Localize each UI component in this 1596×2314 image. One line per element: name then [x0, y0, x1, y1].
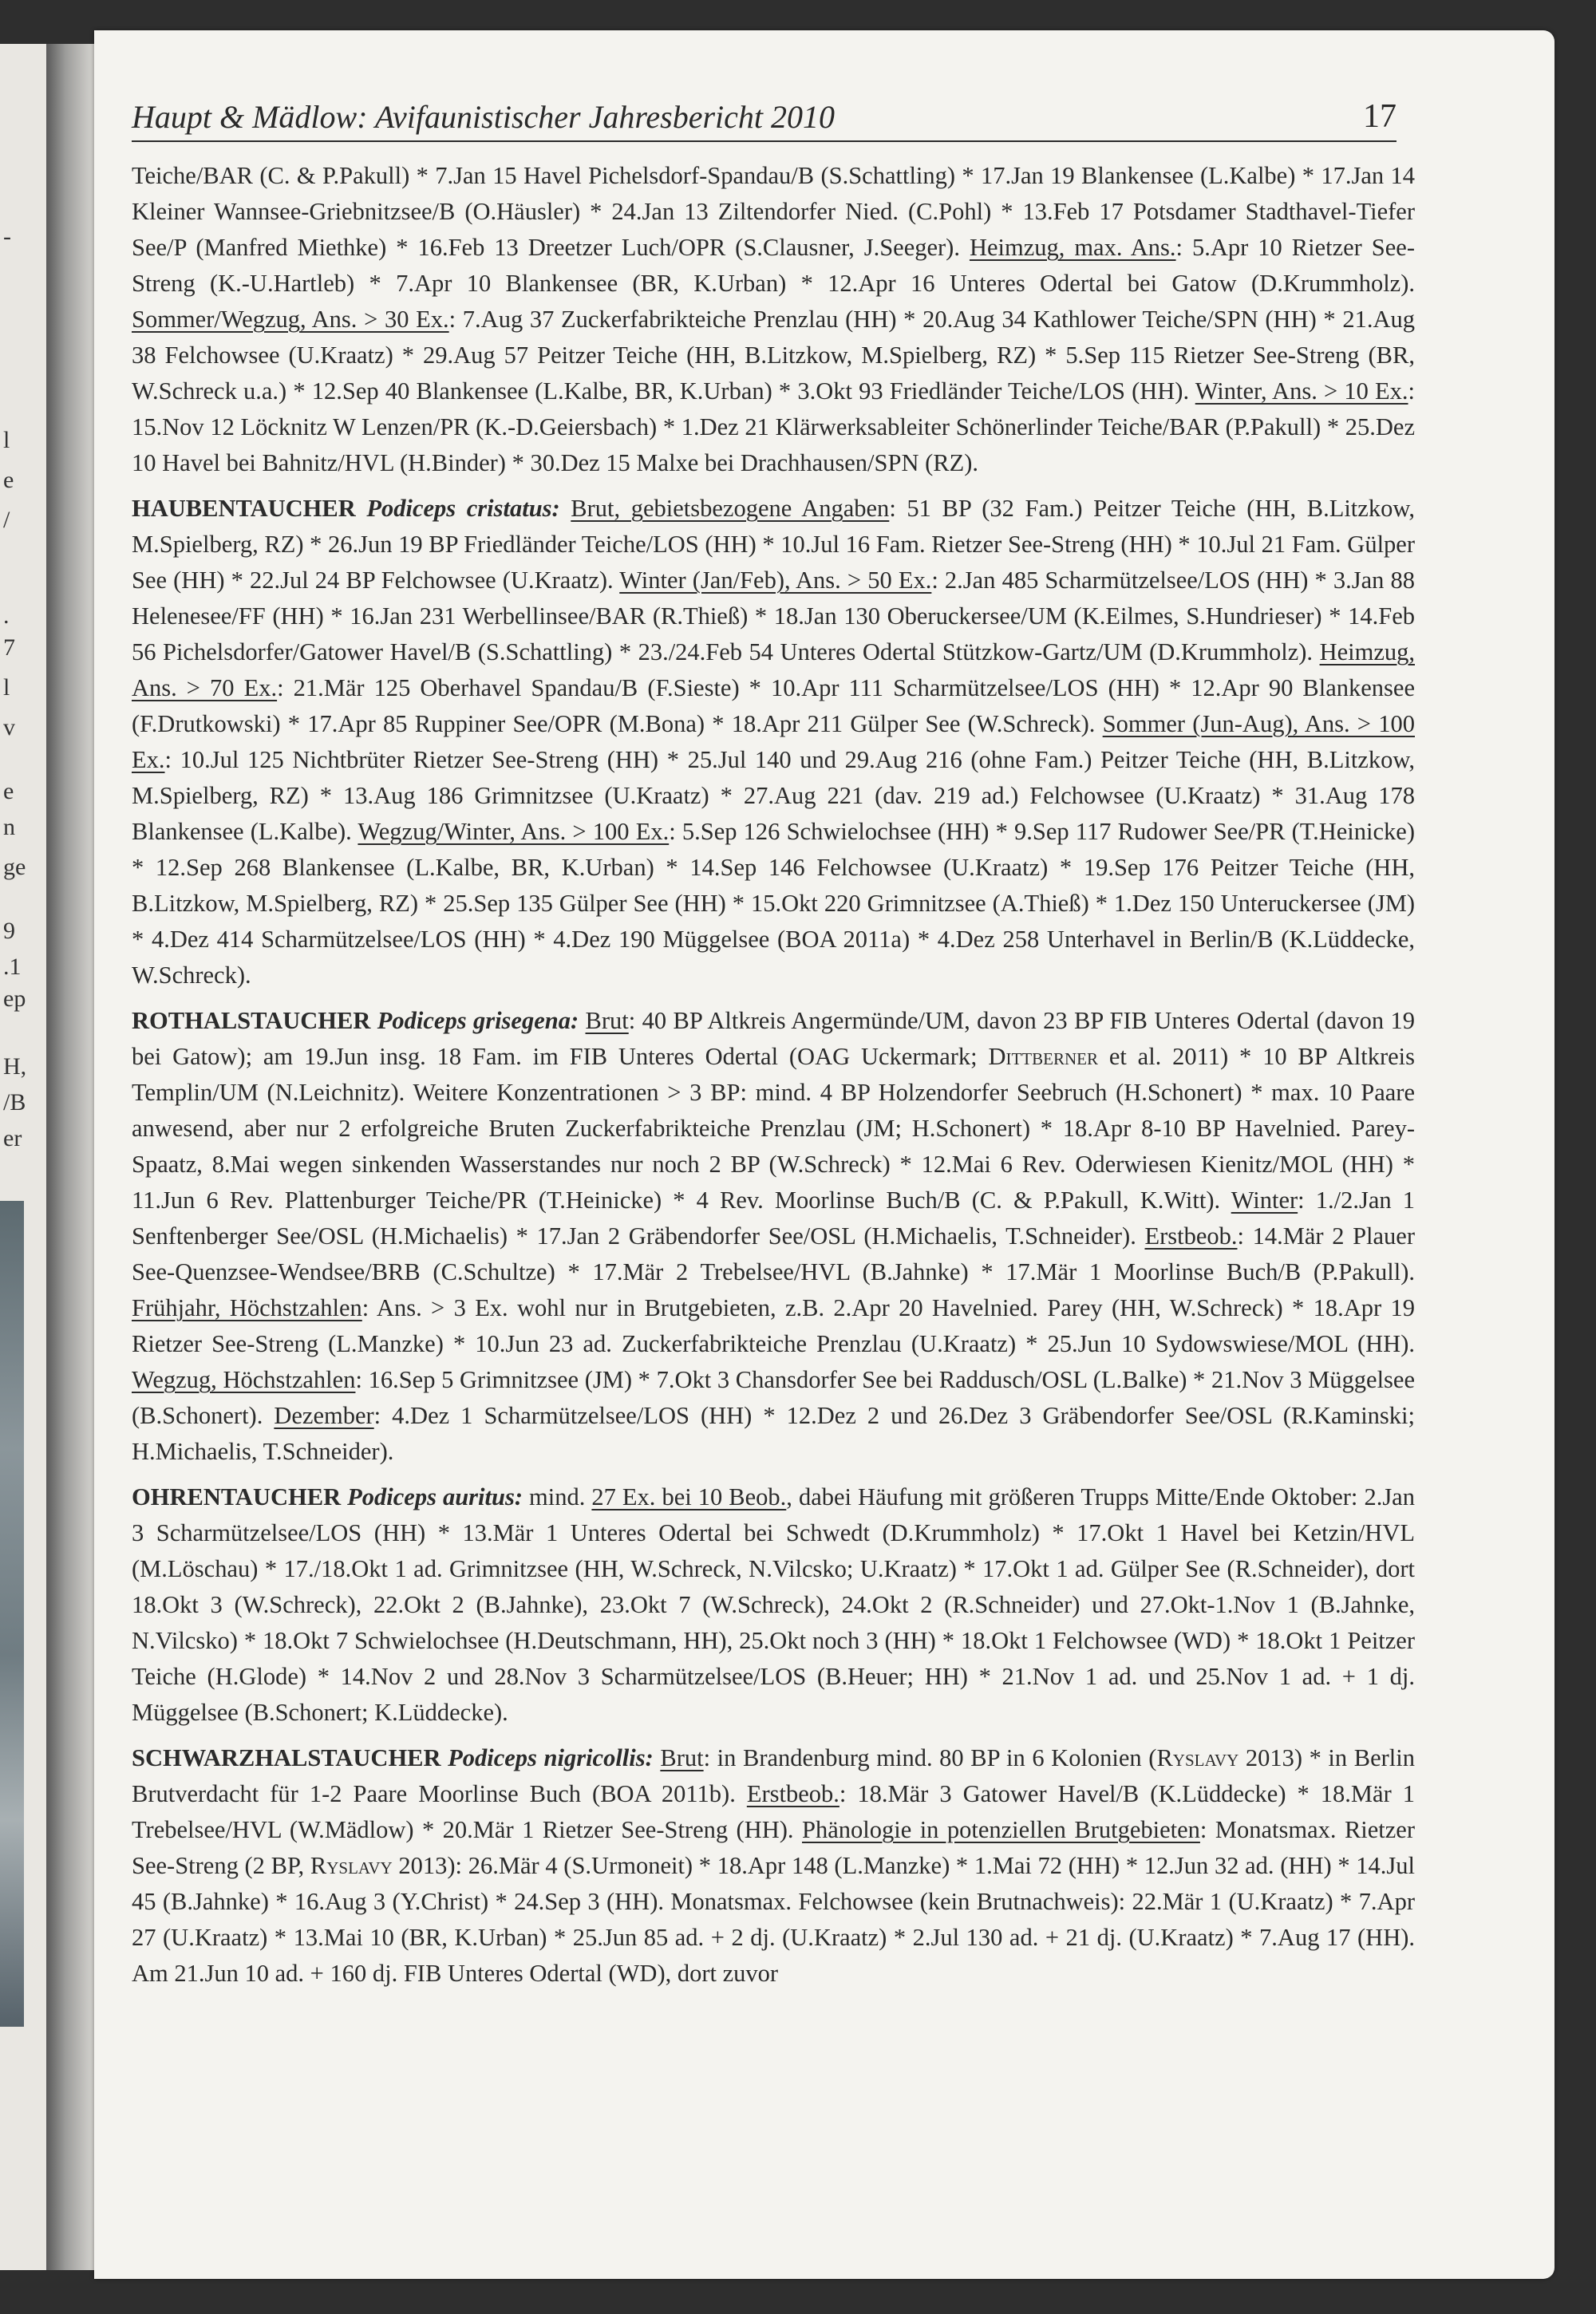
left-page-fragment: l — [3, 427, 10, 453]
scientific-name: Podiceps nigricollis: — [448, 1744, 654, 1771]
left-page-fragment: l — [3, 674, 10, 701]
text-run: : 40 BP Altkreis Angermünde/UM, davon 23 BP FIB Unteres Odertal (davon 19 bei Gatow); am 19.Jun insg. 18 Fam. im FIB Unteres Odertal (OAG Uckermark; — [132, 1007, 1415, 1070]
text-run: 2013): 26.Mär 4 (S.Urmoneit) * 18.Apr 148 (L.Manzke) * 1.Mai 72 (HH) * 12.Jun 32 ad. (HH) * 14.Jul 45 (B.Jahnke) * 16.Aug 3 (Y.Christ) * 24.Sep 3 (HH). Monatsmax. Felchowsee (kein Brutnachweis): 22.Mär 1 (U.Kraatz) * 7.Apr 27 (U.Kraatz) * 13.Mai 10 (BR, K.Urban) * 25.Jun 85 ad. + 2 dj. (U.Kraatz) * 2.Jul 130 ad. + 21 dj. (U.Kraatz) * 7.Aug 17 (HH). Am 21.Jun 10 ad. + 160 dj. FIB Unteres Odertal (WD), dort zuvor — [132, 1852, 1415, 1987]
page-header — [132, 88, 1396, 142]
section-label: Phänologie in potenziellen Brutgebieten — [802, 1816, 1200, 1843]
section-label: Sommer (Jun-Aug), Ans. > 100 Ex. — [132, 710, 1415, 773]
text-run: : 16.Sep 5 Grimnitzsee (JM) * 7.Okt 3 Chansdorfer See bei Raddusch/OSL (L.Balke) * 21.Nov 3 Müggelsee (B.Schonert). — [132, 1366, 1416, 1429]
text-run: : 10.Jul 125 Nichtbrüter Rietzer See-Streng (HH) * 25.Jul 140 und 29.Aug 216 (ohne Fam.) Peitzer Teiche (HH, B.Litzkow, M.Spielberg, RZ) * 13.Aug 186 Grimnitzsee (U.Kraatz) * 27.Aug 221 (dav. 219 ad.) Felchowsee (U.Kraatz) * 31.Aug 178 Blankensee (L.Kalbe). — [132, 746, 1415, 845]
scientific-name: Podiceps grisegena: — [377, 1007, 579, 1034]
species-name: ROTHALSTAUCHER — [132, 1007, 377, 1034]
left-page-fragment: . — [3, 602, 10, 629]
text-run: : 51 BP (32 Fam.) Peitzer Teiche (HH, B.Litzkow, M.Spielberg, RZ) * 26.Jun 19 BP Friedländer Teiche/LOS (HH) * 10.Jul 16 Fam. Rietzer See-Streng (HH) * 10.Jul 21 Fam. Gülper See (HH) * 22.Jul 24 BP Felchowsee (U.Kraatz). — [132, 495, 1415, 594]
text-run — [560, 495, 571, 522]
author-citation: Dittberner — [988, 1043, 1098, 1070]
section-label: Sommer/Wegzug, Ans. > 30 Ex. — [132, 306, 449, 333]
section-label: Brut — [660, 1744, 704, 1771]
author-citation: Ryslavy — [1156, 1744, 1239, 1771]
page-number: 17 — [1363, 98, 1396, 135]
text-run: : Monatsmax. Rietzer See-Streng (2 BP, — [132, 1816, 1415, 1879]
left-page-fragment: 7 — [3, 634, 15, 661]
left-page-fragment: er — [3, 1125, 22, 1151]
text-run: et al. 2011) * 10 BP Altkreis Templin/UM (N.Leichnitz). Weitere Konzentrationen > 3 BP: mind. 4 BP Holzendorfer Seebruch (H.Schonert) * max. 10 Paare anwesend, aber nur 2 erfolgreiche Bruten Zuckerfabrikteiche Prenzlau (JM; H.Schonert) * 18.Apr 8-10 BP Havelnied. Parey-Spaatz, 8.Mai wegen sinkenden Wasserstandes nur noch 2 BP (W.Schreck) * 12.Mai 6 Rev. Oderwiesen Kienitz/MOL (HH) * 11.Jun 6 Rev. Plattenburger Teiche/PR (T.Heinicke) * 4 Rev. Moorlinse Buch/B (C. & P.Pakull, K.Witt). — [132, 1043, 1415, 1214]
section-label: Dezember — [274, 1402, 374, 1429]
left-page-fragment: 9 — [3, 918, 15, 944]
text-run: : 21.Mär 125 Oberhavel Spandau/B (F.Sieste) * 10.Apr 111 Scharmützelsee/LOS (HH) * 12.Apr 90 Blankensee (F.Drutkowski) * 17.Apr 85 Ruppiner See/OPR (M.Bona) * 18.Apr 211 Gülper See (W.Schreck). — [132, 674, 1415, 737]
left-page-fragment: .1 — [3, 954, 22, 980]
section-label: Winter, Ans. > 10 Ex. — [1195, 377, 1408, 405]
section-label: Wegzug/Winter, Ans. > 100 Ex. — [358, 818, 670, 845]
text-run: : in Brandenburg mind. 80 BP in 6 Kolonien ( — [703, 1744, 1157, 1771]
species-name: SCHWARZHALSTAUCHER — [132, 1744, 448, 1771]
text-run: : 18.Mär 3 Gatower Havel/B (K.Lüddecke) * 18.Mär 1 Trebelsee/HVL (W.Mädlow) * 20.Mär 1 Rietzer See-Streng (HH). — [132, 1780, 1415, 1843]
left-page-fragment: - — [3, 223, 11, 250]
section-label: Wegzug, Höchstzahlen — [132, 1366, 356, 1393]
paragraph — [132, 158, 1415, 481]
text-run: : Ans. > 3 Ex. wohl nur in Brutgebieten, z.B. 2.Apr 20 Havelnied. Parey (HH, W.Schreck) * 18.Apr 19 Rietzer See-Streng (L.Manzke) * 10.Jun 23 ad. Zuckerfabrikteiche Prenzlau (U.Kraatz) * 25.Jun 10 Sydowswiese/MOL (HH). — [132, 1294, 1415, 1357]
text-run: : 5.Sep 126 Schwielochsee (HH) * 9.Sep 117 Rudower See/PR (T.Heinicke) * 12.Sep 268 Blankensee (L.Kalbe, BR, K.Urban) * 14.Sep 146 Felchowsee (U.Kraatz) * 19.Sep 176 Peitzer Teiche (HH, B.Litzkow, M.Spielberg, RZ) * 25.Sep 135 Gülper See (HH) * 15.Okt 220 Grimnitzsee (A.Thieß) * 1.Dez 150 Unteruckersee (JM) * 4.Dez 414 Scharmützelsee/LOS (HH) * 4.Dez 190 Müggelsee (BOA 2011a) * 4.Dez 258 Unterhavel in Berlin/B (K.Lüddecke, W.Schreck). — [132, 818, 1415, 989]
left-page-fragment: v — [3, 714, 15, 740]
running-title: Haupt & Mädlow: Avifaunistischer Jahresbericht 2010 — [132, 99, 836, 135]
text-run: mind. — [523, 1483, 592, 1510]
section-label: Erstbeob. — [1144, 1222, 1238, 1250]
section-label: Brut, gebietsbezogene Angaben — [571, 495, 890, 522]
left-page-fragment: / — [3, 507, 10, 533]
left-page-fragment: n — [3, 814, 15, 840]
left-page-fragment: e — [3, 467, 14, 493]
paragraph — [132, 491, 1415, 993]
text-run: : 2.Jan 485 Scharmützelsee/LOS (HH) * 3.Jan 88 Helenesee/FF (HH) * 16.Jan 231 Werbellinsee/BAR (R.Thieß) * 18.Jan 130 Oberuckersee/UM (K.Eilmes, S.Hundrieser) * 14.Feb 56 Pichelsdorfer/Gatower Havel/B (S.Schattling) * 23./24.Feb 54 Unteres Odertal Stützkow-Gartz/UM (D.Krummholz). — [132, 567, 1415, 665]
left-page-photo-fragment — [0, 1201, 24, 2027]
section-label: Frühjahr, Höchstzahlen — [132, 1294, 362, 1321]
text-run: , dabei Häufung mit größeren Trupps Mitte/Ende Oktober: 2.Jan 3 Scharmützelsee/LOS (HH) * 13.Mär 1 Unteres Odertal bei Schwedt (D.Krummholz) * 17.Okt 1 Havel bei Ketzin/HVL (M.Löschau) * 17./18.Okt 1 ad. Grimnitzsee (HH, W.Schreck, N.Vilcsko; U.Kraatz) * 17.Okt 1 ad. Gülper See (R.Schneider), dort 18.Okt 3 (W.Schreck), 22.Okt 2 (B.Jahnke), 23.Okt 7 (W.Schreck), 24.Okt 2 (R.Schneider) und 27.Okt-1.Nov 1 (B.Jahnke, N.Vilcsko) * 18.Okt 7 Schwielochsee (H.Deutschmann, HH), 25.Okt noch 3 (HH) * 18.Okt 1 Felchowsee (WD) * 18.Okt 1 Peitzer Teiche (H.Glode) * 14.Nov 2 und 28.Nov 3 Scharmützelsee/LOS (B.Heuer; HH) * 21.Nov 1 ad. und 25.Nov 1 ad. + 1 dj. Müggelsee (B.Schonert; K.Lüddecke). — [132, 1483, 1415, 1726]
left-page-fragment: /B — [3, 1089, 26, 1116]
text-run: : 7.Aug 37 Zuckerfabrikteiche Prenzlau (HH) * 20.Aug 34 Kathlower Teiche/SPN (HH) * 21.Aug 38 Felchowsee (U.Kraatz) * 29.Aug 57 Peitzer Teiche (HH, B.Litzkow, M.Spielberg, RZ) * 5.Sep 115 Rietzer See-Streng (BR, W.Schreck u.a.) * 12.Sep 40 Blankensee (L.Kalbe, BR, K.Urban) * 3.Okt 93 Friedländer Teiche/LOS (HH). — [132, 306, 1415, 405]
paragraph — [132, 1003, 1415, 1470]
scientific-name: Podiceps auritus: — [347, 1483, 523, 1510]
section-label: Brut — [585, 1007, 629, 1034]
text-run — [579, 1007, 585, 1034]
paragraph — [132, 1740, 1415, 1992]
section-label: Winter (Jan/Feb), Ans. > 50 Ex. — [619, 567, 932, 594]
left-page-fragment: ge — [3, 854, 26, 880]
text-run: : 1./2.Jan 1 Senftenberger See/OSL (H.Michaelis) * 17.Jan 2 Gräbendorfer See/OSL (H.Michaelis, T.Schneider). — [132, 1187, 1415, 1250]
text-run: : 15.Nov 12 Löcknitz W Lenzen/PR (K.-D.Geiersbach) * 1.Dez 21 Klärwerksableiter Schönerlinder Teiche/BAR (P.Pakull) * 25.Dez 10 Havel bei Bahnitz/HVL (H.Binder) * 30.Dez 15 Malxe bei Drachhausen/SPN (RZ). — [132, 377, 1416, 476]
text-run: : 14.Mär 2 Plauer See-Quenzsee-Wendsee/BRB (C.Schultze) * 17.Mär 2 Trebelsee/HVL (B.Jahnke) * 17.Mär 1 Moorlinse Buch/B (P.Pakull). — [132, 1222, 1415, 1285]
left-page-fragment: ep — [3, 985, 26, 1012]
left-page-fragment: H, — [3, 1053, 27, 1080]
species-name: HAUBENTAUCHER — [132, 495, 367, 522]
text-run: : 4.Dez 1 Scharmützelsee/LOS (HH) * 12.Dez 2 und 26.Dez 3 Gräbendorfer See/OSL (R.Kaminski; H.Michaelis, T.Schneider). — [132, 1402, 1415, 1465]
text-run: 2013) * in Berlin Brutverdacht für 1-2 Paare Moorlinse Buch (BOA 2011b). — [132, 1744, 1415, 1807]
text-run: : 5.Apr 10 Rietzer See-Streng (K.-U.Hartleb) * 7.Apr 10 Blankensee (BR, K.Urban) * 12.Apr 16 Unteres Odertal bei Gatow (D.Krummholz). — [132, 234, 1415, 297]
text-run: Teiche/BAR (C. & P.Pakull) * 7.Jan 15 Havel Pichelsdorf-Spandau/B (S.Schattling) * 17.Jan 19 Blankensee (L.Kalbe) * 17.Jan 14 Kleiner Wannsee-Griebnitzsee/B (O.Häusler) * 24.Jan 13 Ziltendorfer Nied. (C.Pohl) * 13.Feb 17 Potsdamer Stadthavel-Tiefer See/P (Manfred Miethke) * 16.Feb 13 Dreetzer Luch/OPR (S.Clausner, J.Seeger). — [132, 162, 1415, 261]
section-label: 27 Ex. bei 10 Beob. — [591, 1483, 787, 1510]
paragraph — [132, 1479, 1415, 1731]
section-label: Erstbeob. — [746, 1780, 839, 1807]
section-label: Heimzug, Ans. > 70 Ex. — [132, 638, 1415, 701]
section-label: Heimzug, max. Ans. — [969, 234, 1176, 261]
author-citation: Ryslavy — [310, 1852, 393, 1879]
scientific-name: Podiceps cristatus: — [366, 495, 560, 522]
article-body — [132, 158, 1415, 1992]
section-label: Winter — [1231, 1187, 1298, 1214]
left-page-fragment: e — [3, 778, 14, 804]
species-name: OHRENTAUCHER — [132, 1483, 348, 1510]
